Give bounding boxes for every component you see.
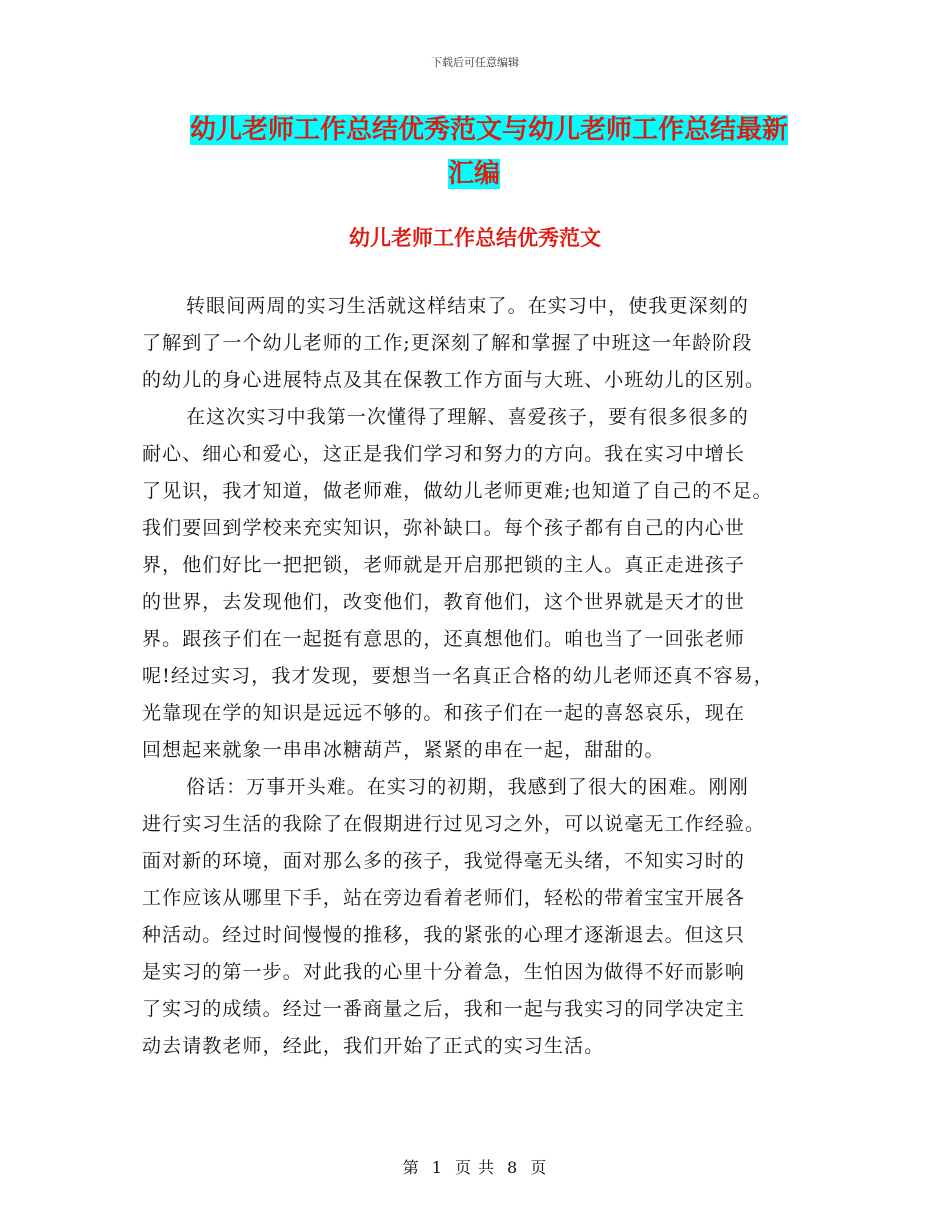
body-line: 是实习的第一步。对此我的心里十分着急，生怕因为做得不好而影响 (142, 961, 746, 983)
main-title-line-2 (190, 152, 810, 196)
body-line: 界，他们好比一把把锁，老师就是开启那把锁的主人。真正走进孩子 (142, 554, 746, 576)
footer-label-page: 第 (402, 1158, 420, 1177)
body-line: 种活动。经过时间慢慢的推移，我的紧张的心理才逐渐退去。但这只 (142, 924, 746, 946)
body-line: 的世界，去发现他们，改变他们，教育他们，这个世界就是天才的世 (142, 591, 746, 613)
body-line: 转眼间两周的实习生活就这样结束了。在实习中，使我更深刻的 (186, 295, 749, 317)
body-line: 回想起来就象一串串冰糖葫芦，紧紧的串在一起，甜甜的。 (142, 739, 665, 761)
section-title: 幼儿老师工作总结优秀范文 (349, 226, 601, 250)
body-line: 动去请教老师，经此，我们开始了正式的实习生活。 (142, 1035, 605, 1057)
main-title-line-1-text: 幼儿老师工作总结优秀范文与幼儿老师工作总结最新 (190, 115, 789, 145)
body-line: 在这次实习中我第一次懂得了理解、喜爱孩子，要有很多很多的 (186, 406, 749, 428)
body-line: 工作应该从哪里下手，站在旁边看着老师们，轻松的带着宝宝开展各 (142, 887, 746, 909)
body-text (142, 288, 822, 1065)
body-line: 光靠现在学的知识是远远不够的。和孩子们在一起的喜怒哀乐，现在 (142, 702, 746, 724)
footer-total-pages: 8 (507, 1158, 519, 1177)
main-title-line-1 (190, 108, 810, 152)
body-line: 进行实习生活的我除了在假期进行过见习之外，可以说毫无工作经验。 (142, 813, 766, 835)
main-title-line-2-text: 汇编 (447, 159, 500, 189)
body-line: 呢!经过实习，我才发现，要想当一名真正合格的幼儿老师还真不容易， (142, 665, 774, 687)
footer-label-end: 页 (530, 1158, 548, 1177)
footer-page-number: 1 (431, 1158, 443, 1177)
body-line: 面对新的环境，面对那么多的孩子，我觉得毫无头绪，不知实习时的 (142, 850, 746, 872)
body-line: 耐心、细心和爱心，这正是我们学习和努力的方向。我在实习中增长 (142, 443, 746, 465)
body-line: 界。跟孩子们在一起挺有意思的，还真想他们。咱也当了一回张老师 (142, 628, 746, 650)
header-note: 下载后可任意编辑 (431, 56, 519, 69)
footer-label-of: 页 共 (454, 1158, 496, 1177)
body-line: 俗话：万事开头难。在实习的初期，我感到了很大的困难。刚刚 (186, 776, 749, 798)
body-line: 了解到了一个幼儿老师的工作;更深刻了解和掌握了中班这一年龄阶段 (142, 332, 753, 354)
body-line: 了实习的成绩。经过一番商量之后，我和一起与我实习的同学决定主 (142, 998, 746, 1020)
body-line: 我们要回到学校来充实知识，弥补缺口。每个孩子都有自己的内心世 (142, 517, 746, 539)
body-line: 了见识，我才知道，做老师难，做幼儿老师更难;也知道了自己的不足。 (142, 480, 773, 502)
body-line: 的幼儿的身心进展特点及其在保教工作方面与大班、小班幼儿的区别。 (142, 369, 766, 391)
page-footer (0, 1155, 950, 1178)
main-title (190, 108, 810, 196)
